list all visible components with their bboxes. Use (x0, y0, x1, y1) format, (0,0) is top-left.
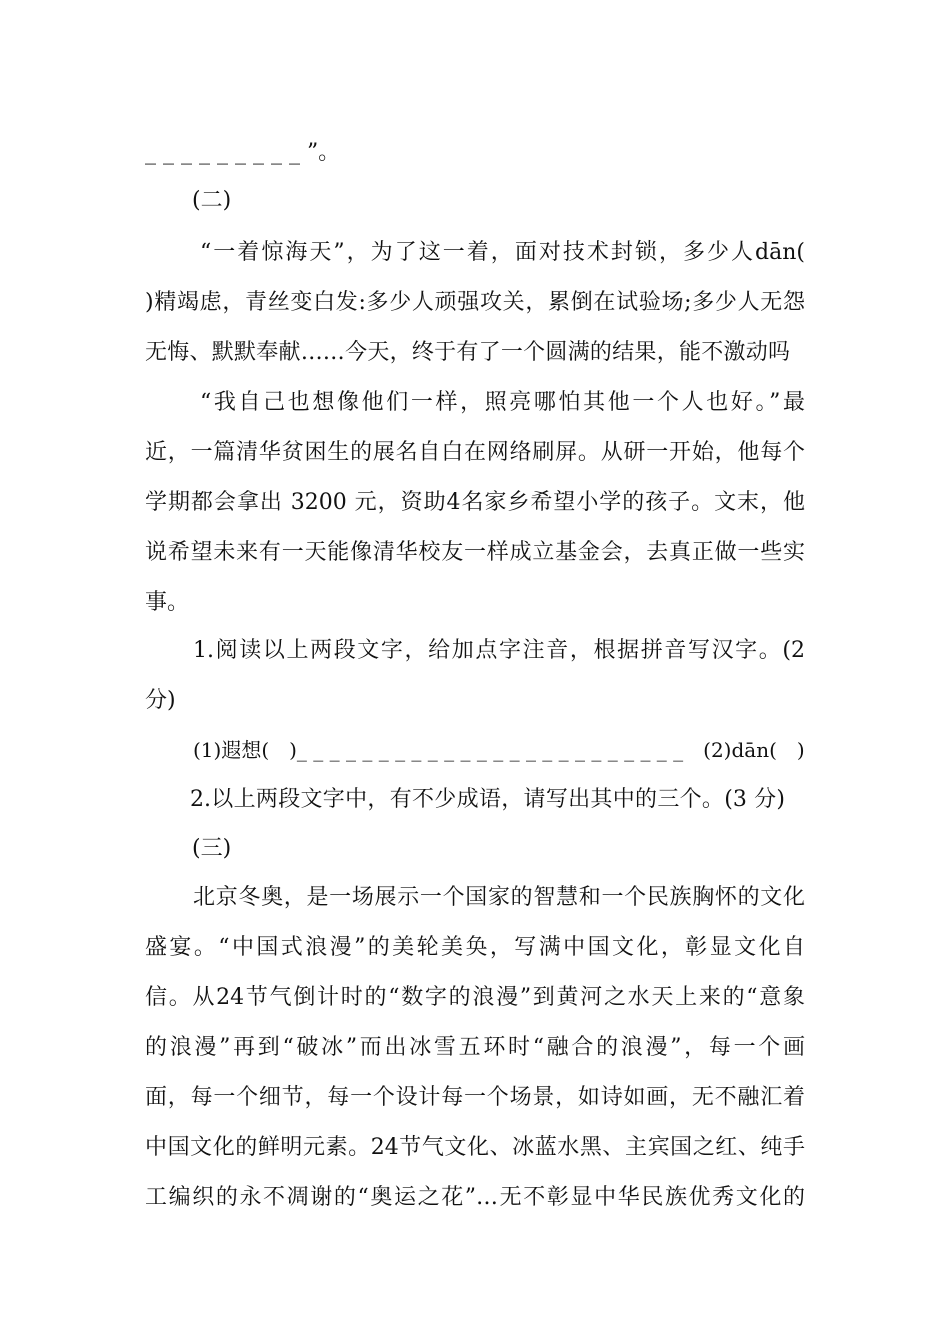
text-line-18: 信。从24节气倒计时的“数字的浪漫”到黄河之水天上来的“意象 (145, 985, 805, 1010)
text-line-5: 无悔、默默奉献……今天，终于有了一个圆满的结果，能不激动吗 (145, 340, 790, 365)
text-line-7: 近，一篇清华贫困生的展名自白在网络刷屏。从研一开始，他每个 (145, 440, 805, 465)
text-line-8: 学期都会拿出 3200 元，资助4名家乡希望小学的孩子。文末，他 (145, 490, 805, 515)
text-line-4: )精竭虑，青丝变白发:多少人顽强攻关，累倒在试验场;多少人无怨 (145, 290, 805, 315)
text-line-9: 说希望未来有一天能像清华校友一样成立基金会，去真正做一些实 (145, 540, 805, 565)
text-line-6: “我自己也想像他们一样，照亮哪怕其他一个人也好。”最 (200, 390, 805, 415)
text-line-3: “一着惊海天”，为了这一着，面对技术封锁，多少人dān( (200, 240, 805, 265)
section-heading-2: (二) (192, 188, 232, 213)
text-line-21: 中国文化的鲜明元素。24节气文化、冰蓝水黑、主宾国之红、纯手 (145, 1135, 805, 1160)
text-line-20: 面，每一个细节，每一个设计每一个场景，如诗如画，无不融汇着 (145, 1085, 805, 1110)
section-heading-3: (三) (192, 836, 232, 861)
question-2: 2.以上两段文字中，有不少成语，请写出其中的三个。(3 分) (190, 787, 785, 812)
text-line-10: 事。 (145, 590, 190, 615)
question-1-answer-blanks: (1)遐想( )_ _ _ _ _ _ _ _ _ _ _ _ _ _ _ _ _ _ _ _ _ _ _ _ (2)dān( ) (193, 738, 805, 762)
text-line-19: 的浪漫”再到“破冰”而出冰雪五环时“融合的浪漫”，每一个画 (145, 1035, 805, 1060)
text-line-1: _ _ _ _ _ _ _ _ _ ”。 (145, 140, 341, 165)
text-line-17: 盛宴。“中国式浪漫”的美轮美奂，写满中国文化，彰显文化自 (145, 935, 805, 960)
text-line-16: 北京冬奥，是一场展示一个国家的智慧和一个民族胸怀的文化 (193, 885, 805, 910)
text-line-12: 分) (145, 688, 176, 713)
text-line-22: 工编织的永不凋谢的“奥运之花”…无不彰显中华民族优秀文化的 (145, 1185, 805, 1210)
question-1: 1.阅读以上两段文字，给加点字注音，根据拼音写汉字。(2 (193, 638, 805, 663)
